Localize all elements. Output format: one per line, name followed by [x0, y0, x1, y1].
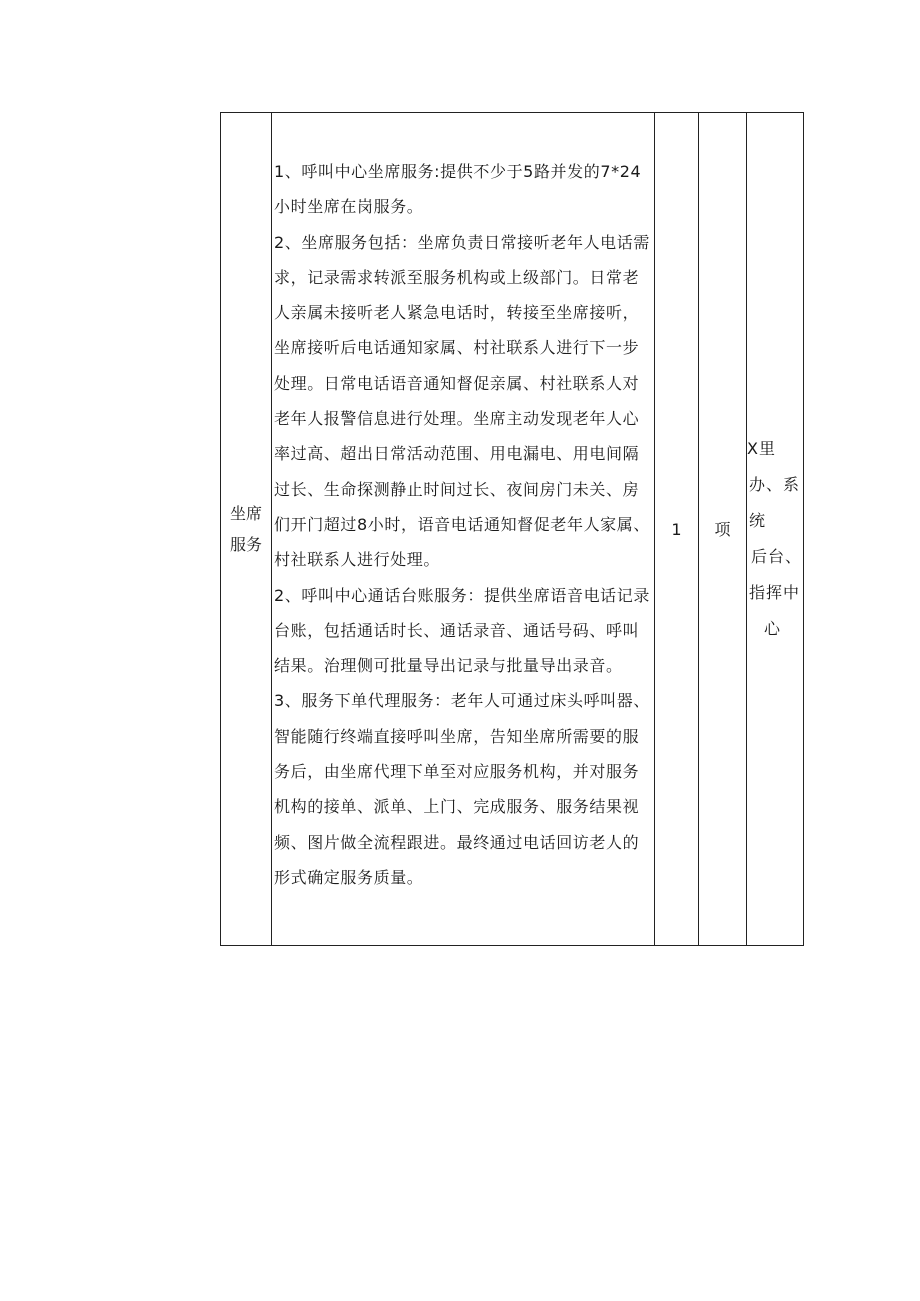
- location-line: 后台、: [751, 547, 803, 566]
- category-cell: [221, 113, 272, 946]
- description-item: 2、呼叫中心通话台账服务：提供坐席语音电话记录台账，包括通话时长、通话录音、通话号码、呼叫结果。治理侧可批量导出记录与批量导出录音。: [274, 585, 650, 676]
- description-item: 1、呼叫中心坐席服务:提供不少于5路并发的7*24小时坐席在岗服务。: [274, 162, 642, 217]
- description-item: 2、坐席服务包括：坐席负责日常接听老年人电话需求，记录需求转派至服务机构或上级部门。日常老人亲属未接听老人紧急电话时，转接至坐席接听，坐席接听后电话通知家属、村社联系人进行下一步处理。日常电话语音通知督促亲属、村社联系人对老年人报警信息进行处理。坐席主动发现老年人心率过高、超出日常活动范围、用电漏电、用电间隔过长、生命探测静止时间过长、夜间房门未关、房们开门超过8小时，语音电话通知督促老年人家属、村社联系人进行处理。: [274, 232, 650, 570]
- quantity-value: 1: [671, 519, 682, 539]
- table-row: [221, 113, 804, 946]
- unit-value: 项: [714, 519, 731, 539]
- location-cell: [747, 113, 804, 946]
- category-label-line: 服务: [229, 535, 262, 554]
- location-line: 心: [764, 619, 782, 638]
- location-line: 办、系: [749, 475, 801, 494]
- location-line: X里: [747, 439, 776, 458]
- quantity-cell: [655, 113, 699, 946]
- description-item: 3、服务下单代理服务：老年人可通过床头呼叫器、智能随行终端直接呼叫坐席，告知坐席所需要的服务后，由坐席代理下单至对应服务机构，并对服务机构的接单、派单、上门、完成服务、服务结果视频、图片做全流程跟进。最终通过电话回访老人的形式确定服务质量。: [274, 691, 650, 887]
- unit-cell: [699, 113, 747, 946]
- location-line: 指挥中: [749, 583, 801, 602]
- description-cell: [272, 113, 655, 946]
- category-label-line: 坐席: [229, 504, 262, 523]
- service-spec-table: [220, 112, 804, 946]
- location-line: 统: [749, 511, 767, 530]
